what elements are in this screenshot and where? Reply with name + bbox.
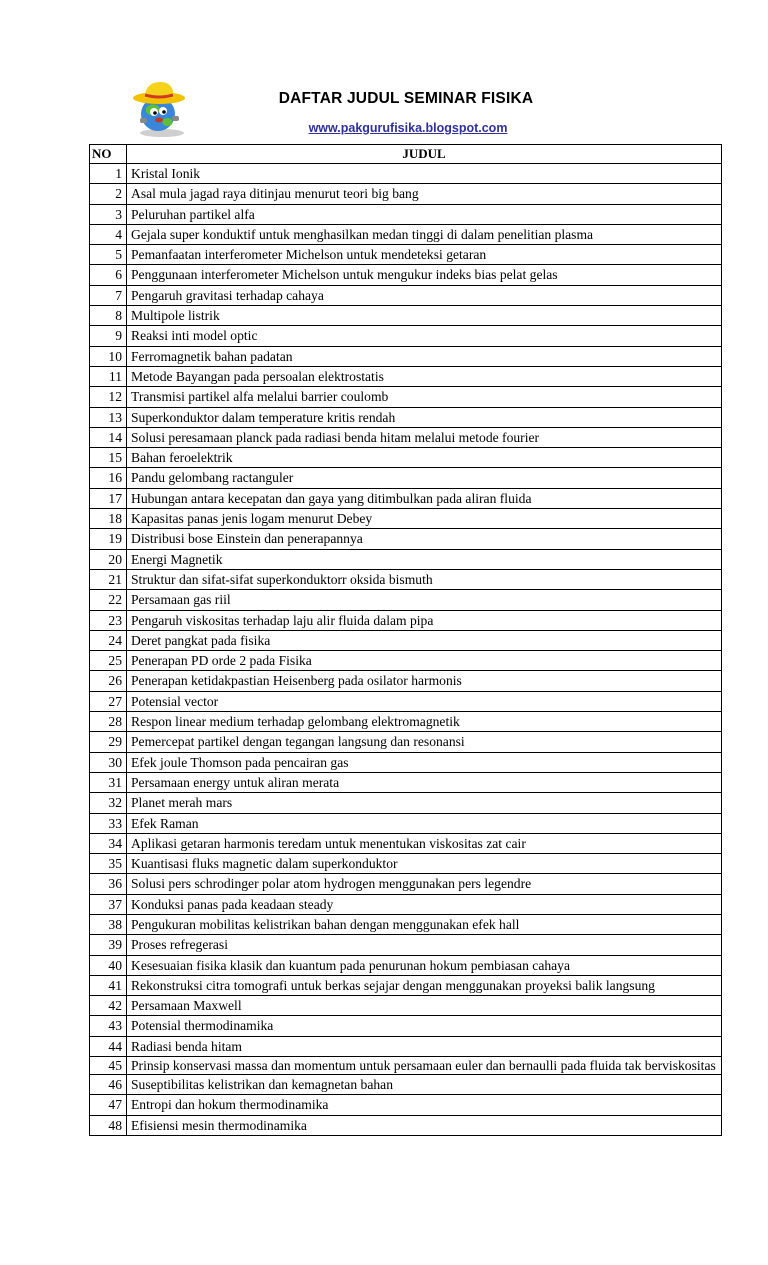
table-row (90, 935, 722, 955)
row-number: 27 (90, 691, 127, 711)
row-number: 5 (90, 245, 127, 265)
table-row (90, 549, 722, 569)
row-title: Reaksi inti model optic (127, 326, 722, 346)
row-title: Persamaan gas riil (127, 590, 722, 610)
table-row (90, 996, 722, 1016)
table-row (90, 164, 722, 184)
table-row (90, 691, 722, 711)
row-title: Hubungan antara kecepatan dan gaya yang ditimbulkan pada aliran fluida (127, 488, 722, 508)
table-row (90, 874, 722, 894)
row-title: Distribusi bose Einstein dan penerapannya (127, 529, 722, 549)
row-number: 34 (90, 833, 127, 853)
row-number: 13 (90, 407, 127, 427)
row-title: Respon linear medium terhadap gelombang elektromagnetik (127, 712, 722, 732)
row-number: 29 (90, 732, 127, 752)
row-number: 12 (90, 387, 127, 407)
table-row (90, 793, 722, 813)
row-number: 22 (90, 590, 127, 610)
table-row (90, 245, 722, 265)
table-body (90, 164, 722, 1136)
row-number: 31 (90, 772, 127, 792)
table-row (90, 1115, 722, 1135)
table-row (90, 955, 722, 975)
row-number: 37 (90, 894, 127, 914)
table-row (90, 407, 722, 427)
table-row (90, 529, 722, 549)
row-title: Efek joule Thomson pada pencairan gas (127, 752, 722, 772)
table-row (90, 1016, 722, 1036)
row-number: 43 (90, 1016, 127, 1036)
table-row (90, 610, 722, 630)
row-number: 45 (90, 1057, 127, 1075)
row-number: 44 (90, 1036, 127, 1056)
row-number: 24 (90, 630, 127, 650)
row-number: 6 (90, 265, 127, 285)
row-title: Multipole listrik (127, 306, 722, 326)
row-title: Planet merah mars (127, 793, 722, 813)
row-number: 16 (90, 468, 127, 488)
row-title: Struktur dan sifat-sifat superkonduktorr oksida bismuth (127, 569, 722, 589)
table-row (90, 366, 722, 386)
table-row (90, 468, 722, 488)
row-number: 20 (90, 549, 127, 569)
row-title: Aplikasi getaran harmonis teredam untuk menentukan viskositas zat cair (127, 833, 722, 853)
row-number: 47 (90, 1095, 127, 1115)
row-title: Potensial thermodinamika (127, 1016, 722, 1036)
table-row (90, 184, 722, 204)
column-header-title: JUDUL (127, 145, 722, 164)
table-row (90, 427, 722, 447)
row-title: Radiasi benda hitam (127, 1036, 722, 1056)
row-number: 26 (90, 671, 127, 691)
row-title: Kapasitas panas jenis logam menurut Debey (127, 509, 722, 529)
table-row (90, 204, 722, 224)
row-number: 10 (90, 346, 127, 366)
row-number: 23 (90, 610, 127, 630)
table-row (90, 630, 722, 650)
table-row (90, 569, 722, 589)
table-row (90, 712, 722, 732)
table-row (90, 813, 722, 833)
table-row (90, 894, 722, 914)
document-title: DAFTAR JUDUL SEMINAR FISIKA (278, 90, 534, 107)
table-row (90, 590, 722, 610)
table-row (90, 306, 722, 326)
row-title: Kristal Ionik (127, 164, 722, 184)
row-number: 19 (90, 529, 127, 549)
row-number: 17 (90, 488, 127, 508)
row-title: Persamaan Maxwell (127, 996, 722, 1016)
row-number: 18 (90, 509, 127, 529)
table-row (90, 833, 722, 853)
row-number: 9 (90, 326, 127, 346)
table-row (90, 975, 722, 995)
row-title: Kesesuaian fisika klasik dan kuantum pada penurunan hokum pembiasan cahaya (127, 955, 722, 975)
row-number: 48 (90, 1115, 127, 1135)
row-number: 30 (90, 752, 127, 772)
row-number: 4 (90, 224, 127, 244)
seminar-title-table (89, 144, 722, 1136)
row-number: 32 (90, 793, 127, 813)
row-title: Potensial vector (127, 691, 722, 711)
row-number: 39 (90, 935, 127, 955)
table-row (90, 854, 722, 874)
table-row (90, 346, 722, 366)
row-number: 28 (90, 712, 127, 732)
row-title: Efisiensi mesin thermodinamika (127, 1115, 722, 1135)
row-number: 11 (90, 366, 127, 386)
row-title: Kuantisasi fluks magnetic dalam superkonduktor (127, 854, 722, 874)
table-row (90, 671, 722, 691)
row-title: Penggunaan interferometer Michelson untuk mengukur indeks bias pelat gelas (127, 265, 722, 285)
row-title: Peluruhan partikel alfa (127, 204, 722, 224)
table-row (90, 265, 722, 285)
table-row (90, 1057, 722, 1075)
row-title: Rekonstruksi citra tomografi untuk berkas sejajar dengan menggunakan proyeksi balik langsung (127, 975, 722, 995)
row-number: 14 (90, 427, 127, 447)
table-row (90, 326, 722, 346)
column-header-no: NO (90, 145, 127, 164)
table-row (90, 1095, 722, 1115)
row-number: 42 (90, 996, 127, 1016)
table-row (90, 224, 722, 244)
table-row (90, 772, 722, 792)
row-number: 15 (90, 448, 127, 468)
row-number: 33 (90, 813, 127, 833)
row-number: 2 (90, 184, 127, 204)
row-title: Pemercepat partikel dengan tegangan langsung dan resonansi (127, 732, 722, 752)
row-title: Pengaruh viskositas terhadap laju alir fluida dalam pipa (127, 610, 722, 630)
table-row (90, 387, 722, 407)
row-number: 41 (90, 975, 127, 995)
row-title: Pengaruh gravitasi terhadap cahaya (127, 285, 722, 305)
row-title: Solusi peresamaan planck pada radiasi benda hitam melalui metode fourier (127, 427, 722, 447)
row-title: Penerapan PD orde 2 pada Fisika (127, 651, 722, 671)
row-number: 36 (90, 874, 127, 894)
row-title: Bahan feroelektrik (127, 448, 722, 468)
row-number: 1 (90, 164, 127, 184)
table-row (90, 914, 722, 934)
row-number: 35 (90, 854, 127, 874)
table-row (90, 509, 722, 529)
row-title: Suseptibilitas kelistrikan dan kemagnetan bahan (127, 1075, 722, 1095)
table-row (90, 488, 722, 508)
table-row (90, 285, 722, 305)
row-number: 46 (90, 1075, 127, 1095)
row-title: Metode Bayangan pada persoalan elektrostatis (127, 366, 722, 386)
blog-url-link[interactable]: www.pakgurufisika.blogspot.com (308, 121, 508, 135)
row-title: Persamaan energy untuk aliran merata (127, 772, 722, 792)
row-title: Konduksi panas pada keadaan steady (127, 894, 722, 914)
row-title: Prinsip konservasi massa dan momentum untuk persamaan euler dan bernaulli pada fluida tak berviskositas (127, 1057, 722, 1075)
row-number: 7 (90, 285, 127, 305)
row-title: Pemanfaatan interferometer Michelson untuk mendeteksi getaran (127, 245, 722, 265)
table-row (90, 1036, 722, 1056)
row-title: Solusi pers schrodinger polar atom hydrogen menggunakan pers legendre (127, 874, 722, 894)
row-title: Superkonduktor dalam temperature kritis rendah (127, 407, 722, 427)
table-row (90, 448, 722, 468)
row-title: Penerapan ketidakpastian Heisenberg pada osilator harmonis (127, 671, 722, 691)
table-row (90, 752, 722, 772)
table-header-row (90, 145, 722, 164)
row-number: 38 (90, 914, 127, 934)
row-title: Proses refregerasi (127, 935, 722, 955)
row-number: 40 (90, 955, 127, 975)
table-row (90, 1075, 722, 1095)
row-title: Pandu gelombang ractanguler (127, 468, 722, 488)
row-title: Asal mula jagad raya ditinjau menurut teori big bang (127, 184, 722, 204)
row-number: 3 (90, 204, 127, 224)
row-number: 25 (90, 651, 127, 671)
row-title: Energi Magnetik (127, 549, 722, 569)
row-number: 8 (90, 306, 127, 326)
row-title: Deret pangkat pada fisika (127, 630, 722, 650)
row-title: Transmisi partikel alfa melalui barrier coulomb (127, 387, 722, 407)
table-row (90, 651, 722, 671)
row-title: Efek Raman (127, 813, 722, 833)
table-row (90, 732, 722, 752)
row-title: Gejala super konduktif untuk menghasilkan medan tinggi di dalam penelitian plasma (127, 224, 722, 244)
row-title: Ferromagnetik bahan padatan (127, 346, 722, 366)
row-title: Entropi dan hokum thermodinamika (127, 1095, 722, 1115)
row-number: 21 (90, 569, 127, 589)
row-title: Pengukuran mobilitas kelistrikan bahan dengan menggunakan efek hall (127, 914, 722, 934)
